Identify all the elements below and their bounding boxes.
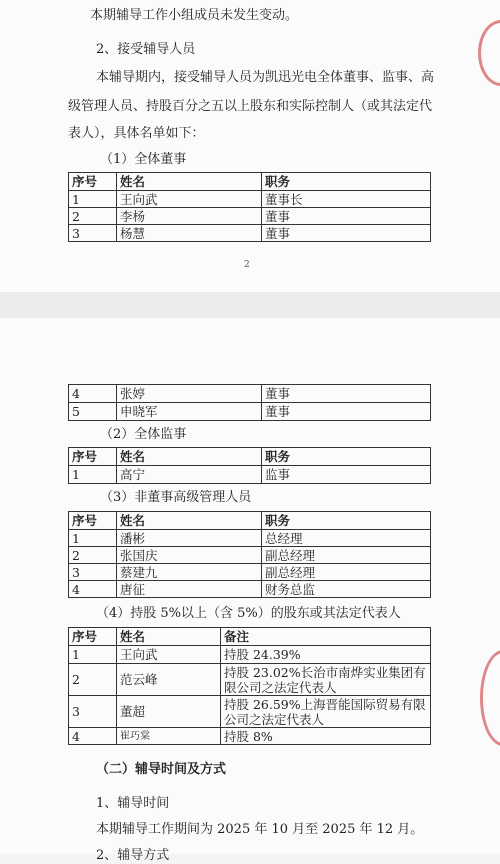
header-cell: 姓名 bbox=[117, 448, 262, 466]
document-page-1 bbox=[0, 0, 500, 292]
subsection-heading: 2、辅导方式 bbox=[96, 848, 170, 863]
table-cell: 潘彬 bbox=[117, 530, 262, 547]
table-row bbox=[69, 403, 431, 421]
table-cell: 李杨 bbox=[117, 208, 262, 225]
table-cell: 4 bbox=[69, 581, 117, 598]
managers-table bbox=[68, 511, 431, 598]
table-row bbox=[69, 581, 431, 598]
shareholders-table bbox=[68, 627, 431, 745]
paragraph-line: 表人），具体名单如下： bbox=[68, 126, 205, 141]
table-cell: 董超 bbox=[117, 696, 221, 728]
table-row bbox=[69, 225, 431, 242]
header-cell: 职务 bbox=[262, 173, 431, 191]
paragraph-line: 本期辅导工作期间为 2025 年 10 月至 2025 年 12 月。 bbox=[96, 822, 424, 837]
table-cell: 监事 bbox=[262, 466, 431, 484]
table-cell: 董事 bbox=[262, 385, 431, 403]
page-number: 2 bbox=[244, 260, 250, 270]
subsection-heading: （3）非董事高级管理人员 bbox=[100, 490, 252, 505]
table-cell: 4 bbox=[69, 385, 117, 403]
subsection-heading: 1、辅导时间 bbox=[96, 796, 170, 811]
table-header-row bbox=[69, 512, 431, 530]
table-header-row bbox=[69, 448, 431, 466]
section-heading: （二）辅导时间及方式 bbox=[96, 762, 227, 777]
subsection-heading: （2）全体监事 bbox=[100, 427, 187, 442]
directors-table bbox=[68, 172, 431, 242]
directors-table-continued bbox=[68, 384, 431, 421]
table-cell: 2 bbox=[69, 664, 117, 696]
table-cell: 董事 bbox=[262, 208, 431, 225]
table-cell: 董事 bbox=[262, 403, 431, 421]
header-cell: 序号 bbox=[69, 512, 117, 530]
table-cell: 财务总监 bbox=[262, 581, 431, 598]
paragraph-line: 级管理人员、持股百分之五以上股东和实际控制人（或其法定代 bbox=[68, 99, 433, 114]
section-heading: 2、接受辅导人员 bbox=[96, 42, 196, 57]
table-cell: 杨慧 bbox=[117, 225, 262, 242]
header-cell: 职务 bbox=[262, 512, 431, 530]
table-cell: 副总经理 bbox=[262, 564, 431, 581]
table-cell: 3 bbox=[69, 696, 117, 728]
supervisors-table bbox=[68, 447, 431, 484]
paragraph-line: 本期辅导工作小组成员未发生变动。 bbox=[90, 8, 299, 23]
table-header-row bbox=[69, 628, 431, 646]
table-cell: 持股 23.02%长治市南烨实业集团有限公司之法定代表人 bbox=[221, 664, 431, 696]
table-cell: 崔巧棠 bbox=[117, 728, 221, 745]
header-cell: 姓名 bbox=[117, 628, 221, 646]
table-cell: 持股 24.39% bbox=[221, 646, 431, 664]
table-cell: 2 bbox=[69, 208, 117, 225]
table-cell: 唐征 bbox=[117, 581, 262, 598]
table-cell: 董事长 bbox=[262, 191, 431, 208]
paragraph-line: 本辅导期内，接受辅导人员为凯迅光电全体董事、监事、高 bbox=[96, 70, 435, 85]
table-row bbox=[69, 208, 431, 225]
header-cell: 序号 bbox=[69, 628, 117, 646]
table-cell: 王向武 bbox=[117, 191, 262, 208]
table-row bbox=[69, 564, 431, 581]
header-cell: 备注 bbox=[221, 628, 431, 646]
table-cell: 5 bbox=[69, 403, 117, 421]
table-row bbox=[69, 466, 431, 484]
table-row bbox=[69, 547, 431, 564]
header-cell: 序号 bbox=[69, 173, 117, 191]
table-row bbox=[69, 728, 431, 745]
table-row bbox=[69, 385, 431, 403]
table-cell: 3 bbox=[69, 564, 117, 581]
table-cell: 1 bbox=[69, 530, 117, 547]
table-cell: 王向武 bbox=[117, 646, 221, 664]
table-row bbox=[69, 530, 431, 547]
table-cell: 总经理 bbox=[262, 530, 431, 547]
table-cell: 高宁 bbox=[117, 466, 262, 484]
table-cell: 1 bbox=[69, 191, 117, 208]
table-cell: 蔡建九 bbox=[117, 564, 262, 581]
table-cell: 张婷 bbox=[117, 385, 262, 403]
table-cell: 范云峰 bbox=[117, 664, 221, 696]
table-cell: 持股 8% bbox=[221, 728, 431, 745]
table-cell: 2 bbox=[69, 547, 117, 564]
table-cell: 张国庆 bbox=[117, 547, 262, 564]
table-row bbox=[69, 646, 431, 664]
table-cell: 3 bbox=[69, 225, 117, 242]
header-cell: 职务 bbox=[262, 448, 431, 466]
table-row bbox=[69, 191, 431, 208]
page-gap bbox=[0, 292, 500, 318]
table-row bbox=[69, 664, 431, 696]
table-cell: 申晓军 bbox=[117, 403, 262, 421]
table-header-row bbox=[69, 173, 431, 191]
table-cell: 4 bbox=[69, 728, 117, 745]
header-cell: 姓名 bbox=[117, 512, 262, 530]
table-cell: 持股 26.59%上海晋能国际贸易有限公司之法定代表人 bbox=[221, 696, 431, 728]
subsection-heading: （1）全体董事 bbox=[100, 152, 187, 167]
table-cell: 1 bbox=[69, 466, 117, 484]
table-cell: 1 bbox=[69, 646, 117, 664]
table-cell: 董事 bbox=[262, 225, 431, 242]
subsection-heading: （4）持股 5%以上（含 5%）的股东或其法定代表人 bbox=[96, 606, 401, 621]
header-cell: 序号 bbox=[69, 448, 117, 466]
header-cell: 姓名 bbox=[117, 173, 262, 191]
table-cell: 副总经理 bbox=[262, 547, 431, 564]
table-row bbox=[69, 696, 431, 728]
